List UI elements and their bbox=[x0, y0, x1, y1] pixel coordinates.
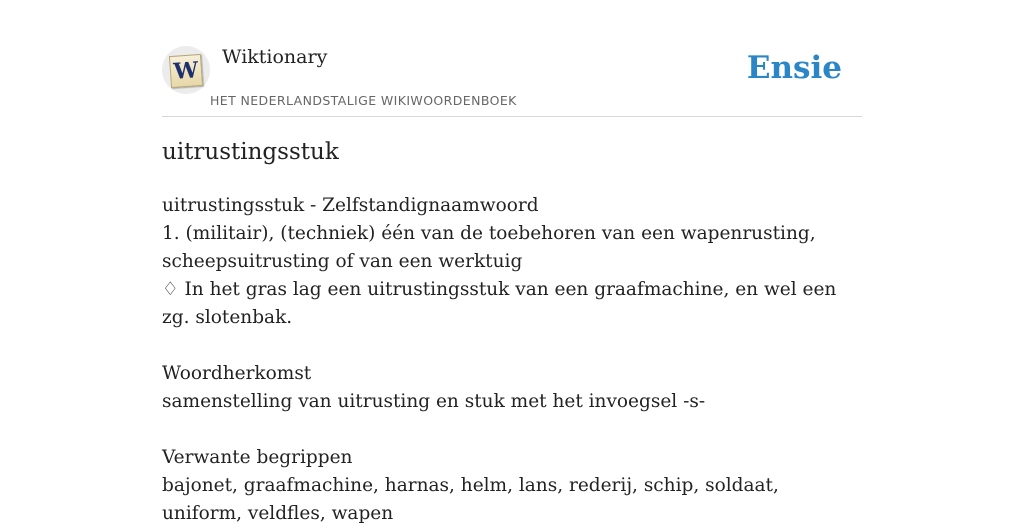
site-name[interactable]: Wiktionary bbox=[222, 46, 328, 68]
site-tagline: HET NEDERLANDSTALIGE WIKIWOORDENBOEK bbox=[210, 93, 517, 108]
related-heading: Verwante begrippen bbox=[162, 447, 353, 468]
spacer bbox=[162, 416, 862, 444]
wiktionary-logo-icon[interactable] bbox=[162, 46, 210, 94]
definition: 1. (militair), (techniek) één van de toebehoren van een wapenrusting, scheepsuitrusting of van een werktuig bbox=[162, 223, 816, 272]
related-terms: bajonet, graafmachine, harnas, helm, lans, rederij, schip, soldaat, uniform, veldfles, wapen bbox=[162, 475, 779, 524]
logo-tile: W bbox=[169, 54, 203, 88]
ensie-brand-link[interactable]: Ensie bbox=[746, 50, 842, 86]
entry-title: uitrustingsstuk bbox=[162, 139, 339, 165]
part-of-speech-line: uitrustingsstuk - Zelfstandignaamwoord bbox=[162, 195, 539, 216]
spacer bbox=[162, 332, 862, 360]
entry-content bbox=[162, 192, 862, 528]
etymology-text: samenstelling van uitrusting en stuk met het invoegsel -s- bbox=[162, 391, 706, 412]
example-sentence: ♢ In het gras lag een uitrustingsstuk van een graafmachine, en wel een zg. slotenbak. bbox=[162, 279, 837, 328]
etymology-heading: Woordherkomst bbox=[162, 363, 312, 384]
site-header bbox=[162, 0, 862, 117]
